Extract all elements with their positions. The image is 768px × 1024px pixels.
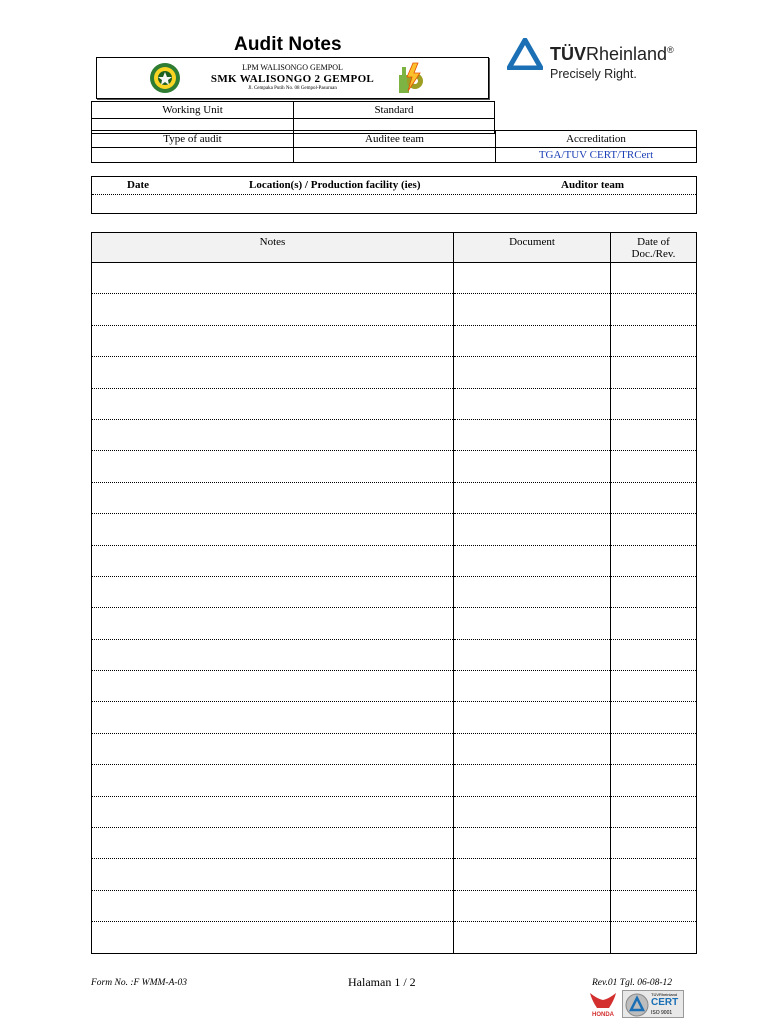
form-number: Form No. :F WMM-A-03 — [91, 978, 188, 988]
document-header: Document — [454, 233, 611, 263]
gear-lightning-icon — [393, 61, 427, 95]
notes-row — [92, 671, 697, 702]
notes-cell[interactable] — [92, 576, 454, 607]
date-of-doc-cell[interactable] — [611, 702, 697, 733]
notes-cell[interactable] — [92, 325, 454, 356]
document-cell[interactable] — [454, 576, 611, 607]
date-of-doc-cell[interactable] — [611, 419, 697, 450]
date-of-doc-cell[interactable] — [611, 765, 697, 796]
notes-cell[interactable] — [92, 545, 454, 576]
tuv-triangle-logo-icon — [507, 38, 543, 70]
page-number: Halaman 1 / 2 — [348, 975, 416, 989]
honda-text: HONDA — [592, 1012, 614, 1018]
notes-cell[interactable] — [92, 859, 454, 890]
auditee-team-label: Auditee team — [294, 131, 496, 148]
notes-cell[interactable] — [92, 733, 454, 764]
document-cell[interactable] — [454, 545, 611, 576]
school-name: SMK WALISONGO 2 GEMPOL — [210, 73, 375, 85]
date-of-doc-cell[interactable] — [611, 294, 697, 325]
notes-cell[interactable] — [92, 357, 454, 388]
notes-row — [92, 796, 697, 827]
date-of-doc-cell[interactable] — [611, 514, 697, 545]
document-cell[interactable] — [454, 451, 611, 482]
document-cell[interactable] — [454, 859, 611, 890]
accreditation-value: TGA/TUV CERT/TRCert — [496, 148, 697, 163]
notes-cell[interactable] — [92, 765, 454, 796]
cert-iso: ISO 9001 — [651, 1010, 673, 1016]
cert-brand: TÜVRheinland — [651, 992, 678, 997]
notes-row — [92, 482, 697, 513]
working-unit-label: Working Unit — [92, 102, 294, 119]
date-of-doc-cell[interactable] — [611, 733, 697, 764]
date-of-doc-cell[interactable] — [611, 890, 697, 921]
date-of-doc-cell[interactable] — [611, 922, 697, 953]
notes-row — [92, 922, 697, 953]
notes-cell[interactable] — [92, 671, 454, 702]
notes-row — [92, 765, 697, 796]
date-location-table — [91, 176, 697, 214]
date-of-doc-cell[interactable] — [611, 608, 697, 639]
notes-cell[interactable] — [92, 702, 454, 733]
notes-row — [92, 294, 697, 325]
school-org-name: LPM WALISONGO GEMPOL — [242, 63, 343, 72]
notes-cell[interactable] — [92, 263, 454, 294]
notes-cell[interactable] — [92, 828, 454, 859]
document-cell[interactable] — [454, 263, 611, 294]
document-cell[interactable] — [454, 419, 611, 450]
document-cell[interactable] — [454, 828, 611, 859]
notes-row — [92, 545, 697, 576]
page-title: Audit Notes — [234, 34, 342, 55]
notes-header: Notes — [92, 233, 454, 263]
document-cell[interactable] — [454, 325, 611, 356]
date-of-doc-cell[interactable] — [611, 639, 697, 670]
cert-label: CERT — [651, 997, 679, 1008]
notes-row — [92, 419, 697, 450]
notes-cell[interactable] — [92, 294, 454, 325]
type-of-audit-label: Type of audit — [92, 131, 294, 148]
date-of-doc-cell[interactable] — [611, 325, 697, 356]
document-cell[interactable] — [454, 671, 611, 702]
auditor-team-label: Auditor team — [561, 179, 625, 191]
notes-row — [92, 514, 697, 545]
revision-date: Rev.01 Tgl. 06-08-12 — [592, 978, 673, 988]
tuv-brand-name: TÜVRheinland® — [550, 44, 674, 64]
notes-row — [92, 576, 697, 607]
date-of-doc-header: Date of Doc./Rev. — [611, 233, 697, 263]
notes-row — [92, 325, 697, 356]
notes-row — [92, 388, 697, 419]
notes-row — [92, 890, 697, 921]
notes-row — [92, 702, 697, 733]
document-cell[interactable] — [454, 890, 611, 921]
notes-row — [92, 859, 697, 890]
school-header — [96, 57, 489, 99]
notes-cell[interactable] — [92, 388, 454, 419]
date-of-doc-cell[interactable] — [611, 357, 697, 388]
notes-row — [92, 263, 697, 294]
date-of-doc-cell[interactable] — [611, 263, 697, 294]
notes-cell[interactable] — [92, 922, 454, 953]
notes-cell[interactable] — [92, 514, 454, 545]
document-cell[interactable] — [454, 639, 611, 670]
document-cell[interactable] — [454, 796, 611, 827]
location-label: Location(s) / Production facility (ies) — [249, 179, 421, 191]
document-cell[interactable] — [454, 702, 611, 733]
document-cell[interactable] — [454, 357, 611, 388]
accreditation-label: Accreditation — [496, 131, 697, 148]
notes-cell[interactable] — [92, 482, 454, 513]
notes-row — [92, 828, 697, 859]
cert-badge — [622, 990, 684, 1018]
notes-cell[interactable] — [92, 608, 454, 639]
document-cell[interactable] — [454, 482, 611, 513]
notes-cell[interactable] — [92, 639, 454, 670]
date-location-field[interactable] — [92, 195, 696, 213]
notes-cell[interactable] — [92, 419, 454, 450]
notes-row — [92, 639, 697, 670]
cert-seal-icon — [625, 993, 649, 1017]
notes-row — [92, 357, 697, 388]
document-cell[interactable] — [454, 514, 611, 545]
notes-row — [92, 451, 697, 482]
document-cell[interactable] — [454, 922, 611, 953]
date-of-doc-cell[interactable] — [611, 388, 697, 419]
date-of-doc-cell[interactable] — [611, 671, 697, 702]
date-of-doc-cell[interactable] — [611, 545, 697, 576]
notes-table — [91, 232, 697, 954]
honda-wing-logo-icon — [588, 990, 618, 1018]
date-of-doc-cell[interactable] — [611, 859, 697, 890]
date-of-doc-cell[interactable] — [611, 451, 697, 482]
notes-cell[interactable] — [92, 796, 454, 827]
date-of-doc-cell[interactable] — [611, 828, 697, 859]
notes-cell[interactable] — [92, 451, 454, 482]
standard-label: Standard — [294, 102, 495, 119]
document-cell[interactable] — [454, 765, 611, 796]
notes-row — [92, 733, 697, 764]
document-cell[interactable] — [454, 608, 611, 639]
document-cell[interactable] — [454, 733, 611, 764]
auditee-team-field[interactable] — [294, 148, 496, 163]
document-cell[interactable] — [454, 388, 611, 419]
notes-cell[interactable] — [92, 890, 454, 921]
document-cell[interactable] — [454, 294, 611, 325]
tuv-tagline: Precisely Right. — [550, 67, 637, 81]
date-of-doc-cell[interactable] — [611, 482, 697, 513]
date-label: Date — [127, 179, 149, 191]
info-table-bottom — [91, 130, 697, 163]
notes-row — [92, 608, 697, 639]
date-of-doc-cell[interactable] — [611, 576, 697, 607]
school-address: Jl. Cempaka Putih No. 08 Gempol-Pasuruan — [248, 86, 337, 91]
type-of-audit-field[interactable] — [92, 148, 294, 163]
date-of-doc-cell[interactable] — [611, 796, 697, 827]
